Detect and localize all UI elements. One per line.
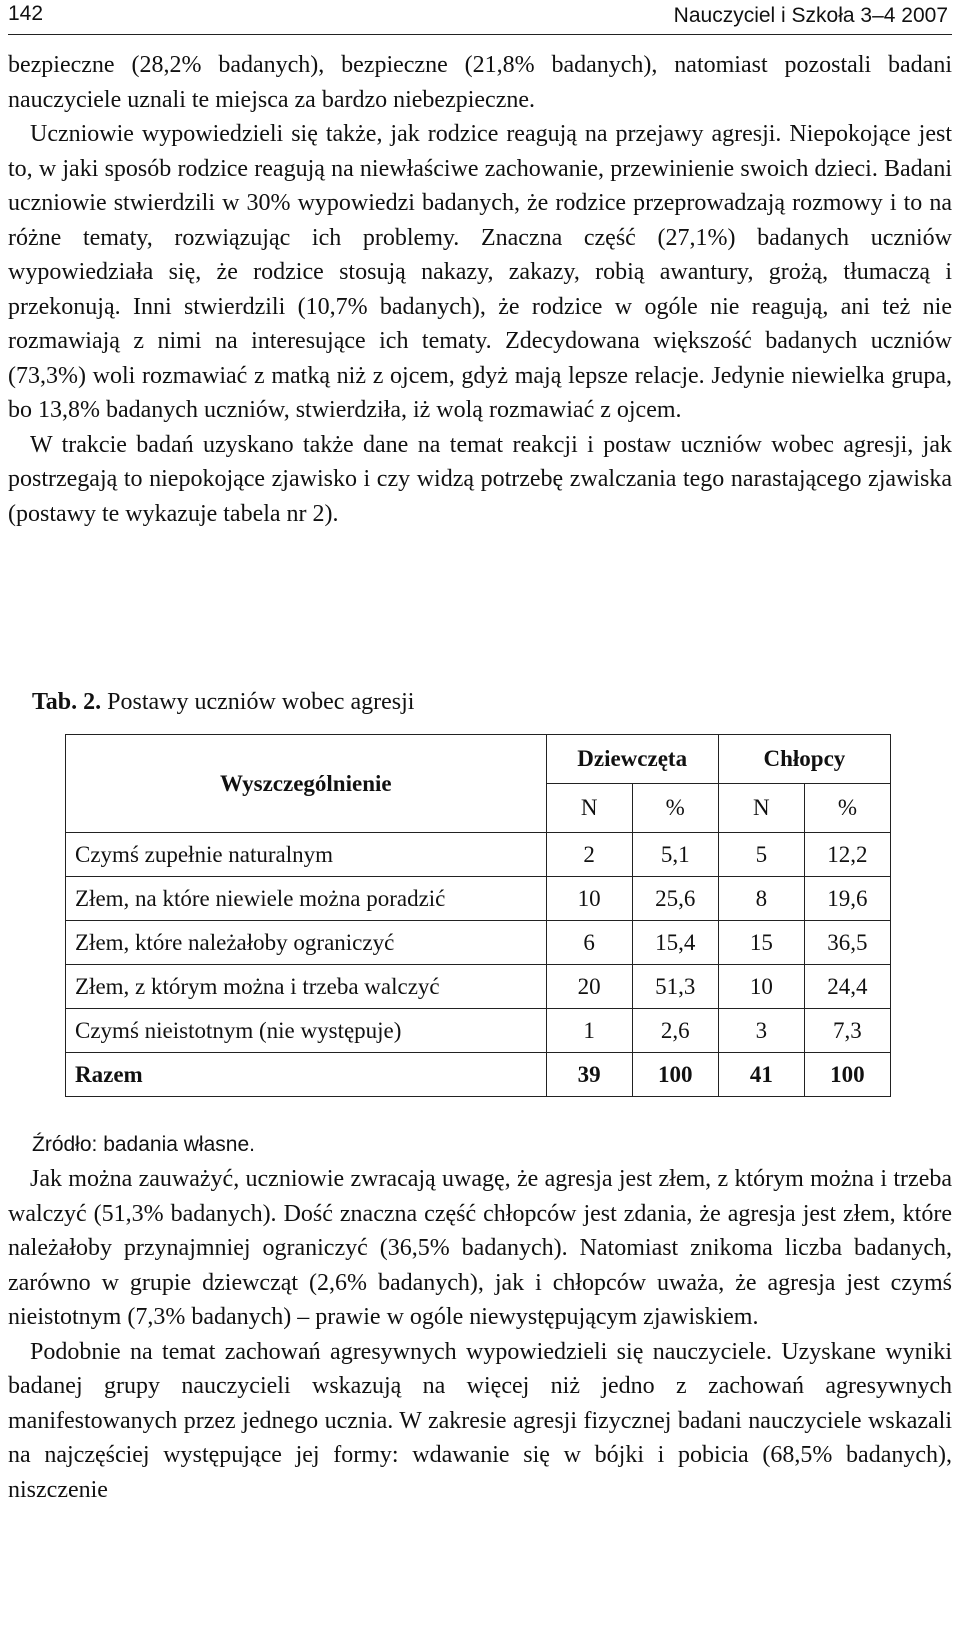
table-header-row: [66, 735, 891, 784]
boys-n-cell: 3: [718, 1009, 804, 1053]
header-girls-n: N: [546, 784, 632, 833]
header-girls: Dziewczęta: [546, 735, 718, 784]
row-label: Czymś zupełnie naturalnym: [66, 833, 547, 877]
header-boys-n: N: [718, 784, 804, 833]
body-text-bottom: [8, 1162, 952, 1507]
table-title: Postawy uczniów wobec agresji: [107, 689, 415, 715]
row-label: Czymś nieistotnym (nie występuje): [66, 1009, 547, 1053]
girls-pct-cell: 2,6: [632, 1009, 718, 1053]
girls-pct-cell: 5,1: [632, 833, 718, 877]
paragraph: Jak można zauważyć, uczniowie zwracają uwagę, że agresja jest złem, z którym można i trzeba walczyć (51,3% badanych). Dość znaczna część chłopców jest zdania, że agresja jest złem, które należałoby przynajmniej ograniczyć (36,5% badanych). Natomiast znikoma liczba badanych, zarówno w grupie dziewcząt (2,6% badanych), jak i chłopców uważa, że agresja jest czymś nieistotnym (7,3% badanych) – prawie w ogóle niewystępującym zjawiskiem.: [8, 1166, 952, 1330]
girls-n-cell: 2: [546, 833, 632, 877]
running-header: [8, 0, 952, 35]
paragraph: Podobnie na temat zachowań agresywnych wypowiedzieli się nauczyciele. Uzyskane wyniki badanej grupy nauczycieli wskazują na więcej niż jedno z zachowań agresywnych manifestowanych przez jednego ucznia. W zakresie agresji fizycznej badani nauczyciele wskazali na najczęściej występujące jej formy: wdawanie się w bójki i pobicia (68,5% badanych), niszczenie: [8, 1338, 952, 1503]
body-text-top: [8, 48, 952, 531]
girls-n-cell: 1: [546, 1009, 632, 1053]
paragraph: W trakcie badań uzyskano także dane na temat reakcji i postaw uczniów wobec agresji, jak postrzegają to niepokojące zjawisko i czy widzą potrzebę zwalczania tego narastającego zjawiska (postawy te wykazuje tabela nr 2).: [8, 431, 952, 527]
total-label: Razem: [66, 1053, 547, 1097]
boys-n-cell: 15: [718, 921, 804, 965]
boys-pct-cell: 12,2: [804, 833, 890, 877]
boys-n-cell: 8: [718, 877, 804, 921]
table-caption: [32, 689, 414, 716]
girls-pct-cell: 25,6: [632, 877, 718, 921]
boys-pct-cell: 24,4: [804, 965, 890, 1009]
boys-n-cell: 5: [718, 833, 804, 877]
row-label: Złem, z którym można i trzeba walczyć: [66, 965, 547, 1009]
table-source: Źródło: badania własne.: [32, 1133, 255, 1156]
table-row: [66, 921, 891, 965]
table-row: [66, 965, 891, 1009]
paragraph: bezpieczne (28,2% badanych), bezpieczne (21,8% badanych), natomiast pozostali badani nauczyciele uznali te miejsca za bardzo niebezpieczne.: [8, 52, 952, 113]
row-label: Złem, które należałoby ograniczyć: [66, 921, 547, 965]
page-number: 142: [8, 2, 44, 25]
header-girls-pct: %: [632, 784, 718, 833]
header-boys-pct: %: [804, 784, 890, 833]
table-label: Tab. 2.: [32, 689, 102, 715]
boys-n-total: 41: [718, 1053, 804, 1097]
boys-pct-total: 100: [804, 1053, 890, 1097]
girls-pct-total: 100: [632, 1053, 718, 1097]
girls-n-cell: 10: [546, 877, 632, 921]
girls-n-cell: 6: [546, 921, 632, 965]
table-total-row: [66, 1053, 891, 1097]
girls-n-cell: 20: [546, 965, 632, 1009]
paragraph: Uczniowie wypowiedzieli się także, jak rodzice reagują na przejawy agresji. Niepokojące jest to, w jaki sposób rodzice reagują na niewłaściwe zachowanie, przewinienie swoich dzieci. Badani uczniowie stwierdzili w 30% wypowiedzi badanych, że rodzice przeprowadzają rozmowy i to na różne tematy, rozwiązując ich problemy. Znaczna część (27,1%) badanych uczniów wypowiedziała się, że rodzice stosują nakazy, zakazy, robią awantury, grożą, tłumaczą i przekonują. Inni stwierdzili (10,7% badanych), że rodzice w ogóle nie reagują, ani też nie rozmawiają z nimi na interesujące ich tematy. Zdecydowana większość badanych uczniów (73,3%) woli rozmawiać z matką niż z ojcem, gdyż mają lepsze relacje. Jedynie niewielka grupa, bo 13,8% badanych uczniów, stwierdziła, iż wolą rozmawiać z ojcem.: [8, 121, 952, 423]
boys-pct-cell: 7,3: [804, 1009, 890, 1053]
header-item: Wyszczególnienie: [66, 735, 547, 833]
attitudes-table: [65, 734, 891, 1097]
table-row: [66, 833, 891, 877]
boys-pct-cell: 19,6: [804, 877, 890, 921]
row-label: Złem, na które niewiele można poradzić: [66, 877, 547, 921]
header-boys: Chłopcy: [718, 735, 890, 784]
girls-n-total: 39: [546, 1053, 632, 1097]
girls-pct-cell: 15,4: [632, 921, 718, 965]
girls-pct-cell: 51,3: [632, 965, 718, 1009]
table-row: [66, 877, 891, 921]
table-row: [66, 1009, 891, 1053]
journal-title: Nauczyciel i Szkoła 3–4 2007: [673, 4, 948, 27]
boys-n-cell: 10: [718, 965, 804, 1009]
boys-pct-cell: 36,5: [804, 921, 890, 965]
